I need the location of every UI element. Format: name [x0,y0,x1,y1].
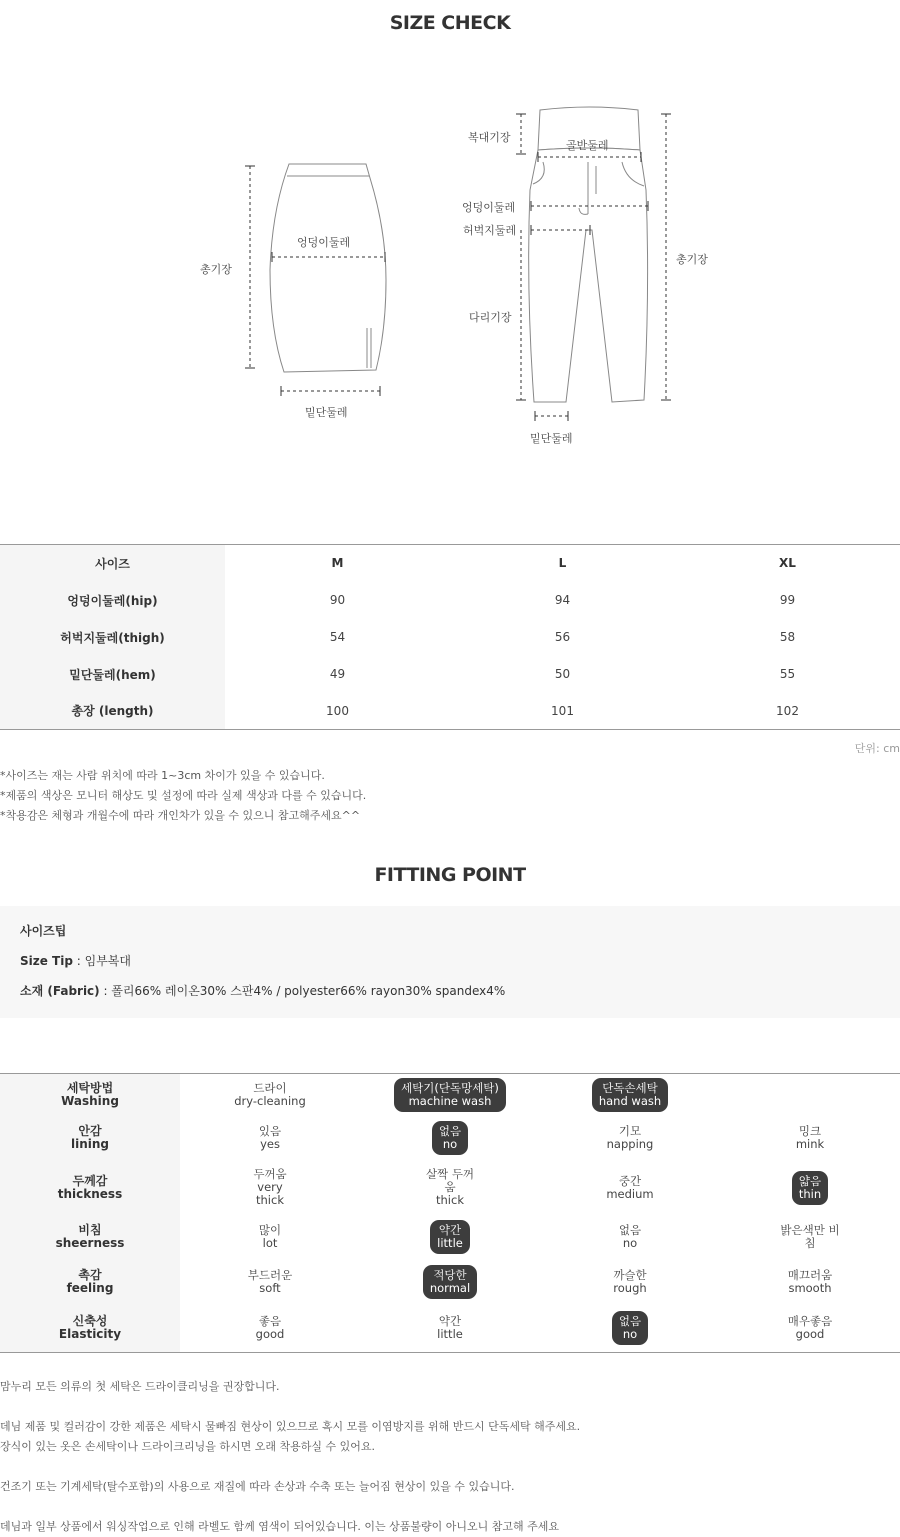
fitting-option-selected: 약간 little [360,1215,540,1260]
size-tip-box [0,906,900,1018]
fitting-option: 기모 napping [606,1124,654,1151]
table-row [0,619,900,656]
size-tip-heading: 사이즈팁 [20,924,67,938]
table-cell: 100 [326,703,349,718]
fitting-option: 좋음 good [255,1314,285,1342]
fitting-row-label: 안감 lining [0,1116,180,1161]
fitting-option: 살짝 두꺼 움 thick [425,1167,475,1207]
pants-waistband-label: 복대기장 [468,131,511,144]
size-check-title: SIZE CHECK [389,12,511,34]
pants-hip-label: 엉덩이둘레 [462,201,516,214]
table-cell: 58 [779,630,796,644]
table-cell: 94 [554,593,571,607]
fitting-option: 많이 lot [258,1223,282,1250]
skirt-hip-label: 엉덩이둘레 [297,236,351,249]
table-cell: 56 [554,630,571,644]
care-line: 장식이 있는 옷은 손세탁이나 드라이크리닝을 하시면 오래 착용하실 수 있어요. [0,1440,375,1453]
table-row [0,582,900,619]
fitting-option: 두꺼움 very thick [253,1167,287,1207]
fitting-option: 까슬한 rough [613,1268,647,1295]
fitting-option: 없음 no [618,1223,642,1250]
fitting-option-selected: 얇음 thin [720,1161,900,1215]
skirt-hem-label: 밑단둘레 [305,406,348,419]
table-cell: 99 [779,593,796,607]
fitting-option: 매끄러움 smooth [787,1268,833,1295]
fitting-option: 매우좋음 good [787,1314,833,1342]
fitting-option-selected: 없음 no [360,1116,540,1161]
pants-hem-label: 밑단둘레 [530,432,573,445]
table-cell: 55 [779,667,796,681]
fitting-option: 부드러운 soft [247,1268,293,1295]
fitting-row-feeling [0,1260,900,1305]
unit-label: 단위: cm [854,742,900,755]
care-instructions [0,1377,580,1537]
fitting-row-washing [0,1074,900,1116]
size-header-label: 사이즈 [0,545,225,582]
fitting-table [0,1073,900,1353]
size-table-header [0,545,900,582]
fitting-option: 드라이 dry-cleaning [234,1080,306,1108]
fitting-row-label: 비침 sheerness [0,1215,180,1260]
fabric-value: : 폴리66% 레이온30% 스판4% / polyester66% rayon30% spandex4% [99,984,506,998]
fitting-row-sheerness [0,1215,900,1260]
size-tip-value: : 임부복대 [72,954,131,968]
row-label: 엉덩이둘레(hip) [0,582,225,619]
fitting-row-label: 세탁방법 Washing [0,1074,180,1116]
table-cell: 90 [329,593,346,607]
pants-thigh-label: 허벅지둘레 [463,224,517,237]
note-line: *착용감은 체형과 개월수에 따라 개인차가 있을 수 있으니 참고해주세요^^ [0,809,361,822]
fitting-option-selected: 세탁기(단독망세탁) machine wash [360,1074,540,1116]
size-notes [0,766,366,826]
care-line: 맘누리 모든 의류의 첫 세탁은 드라이클리닝을 권장합니다. [0,1380,280,1393]
table-cell: 54 [329,630,346,644]
table-cell: 50 [554,667,571,681]
pants-inseam-label: 다리기장 [469,311,512,324]
size-header-m: M [331,556,344,571]
fitting-row-lining [0,1116,900,1161]
fitting-row-label: 촉감 feeling [0,1260,180,1305]
size-tip-row [20,953,880,983]
fitting-option: 밍크 mink [795,1124,825,1151]
fitting-option [720,1074,900,1116]
pants-total-length-label: 총기장 [676,253,708,266]
fitting-row-elasticity [0,1305,900,1353]
fitting-option: 밝은색만 비 침 [780,1223,840,1250]
fitting-option-selected: 적당한 normal [360,1260,540,1305]
note-line: *제품의 색상은 모니터 해상도 및 설정에 따라 실제 색상과 다를 수 있습니다. [0,789,367,802]
fitting-point-title: FITTING POINT [374,864,526,886]
size-diagram [0,90,900,470]
size-header-l: L [558,556,567,571]
size-tip-label: Size Tip [20,954,73,968]
care-line: 데님과 일부 상품에서 워싱작업으로 인해 라벨도 함께 염색이 되어있습니다. 이는 상품불량이 아니오니 참고해 주세요 [0,1520,559,1533]
note-line: *사이즈는 재는 사람 위치에 따라 1~3cm 차이가 있을 수 있습니다. [0,769,325,782]
size-table [0,544,900,730]
fitting-option-selected: 단독손세탁 hand wash [540,1074,720,1116]
fitting-option: 중간 medium [606,1173,654,1201]
row-label: 밑단둘레(hem) [0,656,225,693]
pants-pelvis-label: 골반둘레 [566,139,609,152]
fabric-label: 소재 (Fabric) [20,984,100,998]
size-header-xl: XL [779,556,796,571]
care-line: 데님 제품 및 컬러감이 강한 제품은 세탁시 물빠짐 현상이 있으므로 혹시 모를 이염방지를 위해 반드시 단독세탁 해주세요. [0,1420,581,1433]
table-row [0,656,900,693]
garment-illustration [0,90,900,470]
table-cell: 101 [551,703,574,718]
fitting-option: 있음 yes [258,1124,282,1151]
fitting-row-thickness [0,1161,900,1215]
fabric-row [20,983,880,1013]
row-label: 허벅지둘레(thigh) [0,619,225,656]
table-row [0,693,900,730]
fitting-option-selected: 없음 no [540,1305,720,1353]
row-label: 총장 (length) [0,693,225,730]
table-cell: 102 [776,703,799,718]
table-cell: 49 [329,667,346,681]
skirt-total-length-label: 총기장 [200,263,232,276]
fitting-option: 약간 little [437,1314,463,1342]
care-line: 건조기 또는 기계세탁(탈수포함)의 사용으로 재질에 따라 손상과 수축 또는 늘어짐 현상이 있을 수 있습니다. [0,1480,515,1493]
fitting-row-label: 두께감 thickness [0,1161,180,1215]
fitting-row-label: 신축성 Elasticity [0,1305,180,1353]
